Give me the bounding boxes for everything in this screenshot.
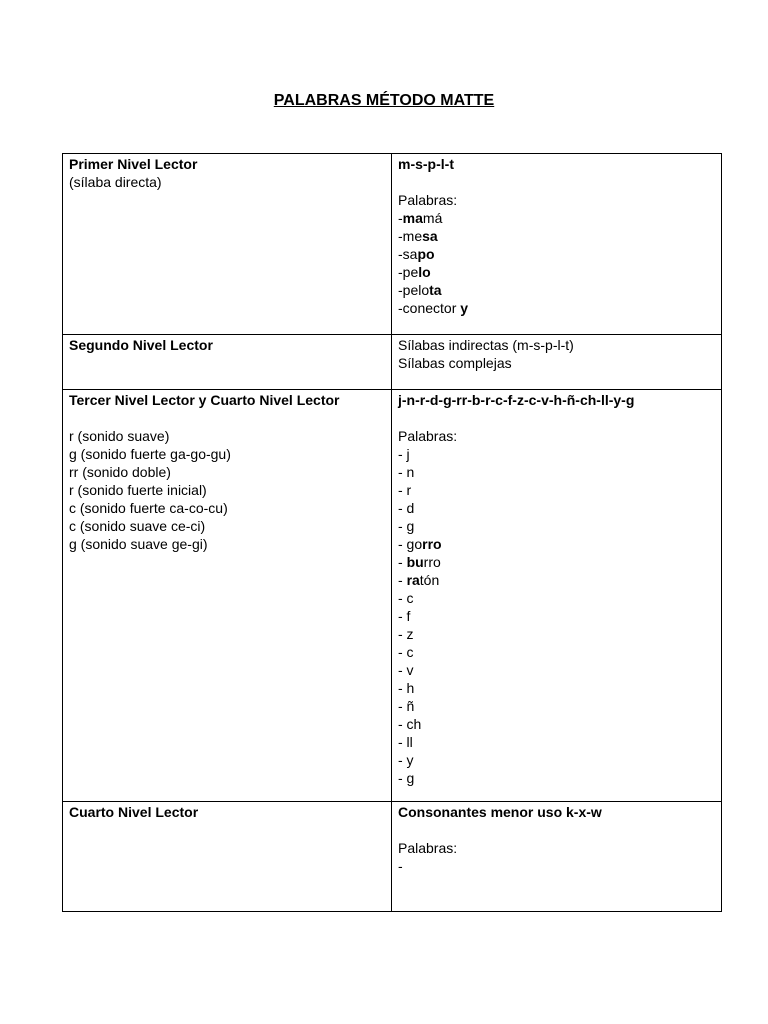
list-item: [398, 245, 715, 263]
list-item: [398, 571, 715, 589]
word-prefix: -conector: [398, 300, 461, 316]
word-prefix: - ch: [398, 716, 422, 732]
word-prefix: -: [398, 210, 403, 226]
word-bold: rro: [422, 536, 442, 552]
word-prefix: - v: [398, 662, 414, 678]
word-prefix: - n: [398, 464, 415, 480]
level-cell: [63, 335, 392, 390]
levels-table: [62, 153, 722, 912]
word-prefix: - go: [398, 536, 423, 552]
list-item: [398, 281, 715, 299]
word-bold: ma: [402, 210, 423, 226]
words-label: Palabras:: [398, 428, 458, 444]
word-prefix: - j: [398, 446, 410, 462]
word-bold: lo: [418, 264, 431, 280]
word-bold: ta: [429, 282, 442, 298]
list-item: [398, 589, 715, 607]
level-heading: Tercer Nivel Lector y Cuarto Nivel Lector: [69, 392, 340, 408]
list-item: [398, 661, 715, 679]
list-item: [398, 499, 715, 517]
word-prefix: - z: [398, 626, 414, 642]
word-prefix: - f: [398, 608, 411, 624]
word-prefix: - d: [398, 500, 415, 516]
word-bold: bu: [406, 554, 424, 570]
word-prefix: - r: [398, 482, 412, 498]
spacer: [69, 409, 385, 427]
word-suffix: rro: [423, 554, 441, 570]
list-item: [398, 697, 715, 715]
letters-heading: j-n-r-d-g-rr-b-r-c-f-z-c-v-h-ñ-ch-ll-y-g: [398, 392, 635, 408]
list-item: [398, 299, 715, 317]
list-item: [398, 751, 715, 769]
content-cell: [392, 802, 722, 912]
content-cell: [392, 154, 722, 335]
word-prefix: -sa: [398, 246, 418, 262]
list-item: [398, 733, 715, 751]
word-bold: po: [417, 246, 435, 262]
words-label: Palabras:: [398, 840, 458, 856]
sound-rule: r (sonido suave): [69, 428, 170, 444]
sound-rule: rr (sonido doble): [69, 464, 171, 480]
list-item: [398, 607, 715, 625]
level-cell: [63, 154, 392, 335]
syllable-type: Sílabas complejas: [398, 355, 512, 371]
table-row: [63, 154, 722, 335]
word-prefix: -pe: [398, 264, 419, 280]
level-heading: Cuarto Nivel Lector: [69, 804, 199, 820]
list-item: [398, 679, 715, 697]
sound-rule: r (sonido fuerte inicial): [69, 482, 207, 498]
word-bold: sa: [422, 228, 438, 244]
word-list: [398, 209, 715, 317]
word-prefix: - c: [398, 644, 414, 660]
spacer: [398, 409, 715, 427]
letters-heading: m-s-p-l-t: [398, 156, 454, 172]
level-note: (sílaba directa): [69, 174, 162, 190]
list-item: [398, 227, 715, 245]
word-list: [398, 445, 715, 787]
level-cell: [63, 390, 392, 802]
word-bold: y: [460, 300, 469, 316]
word-prefix: - h: [398, 680, 415, 696]
word-suffix: tón: [419, 572, 440, 588]
list-item: [398, 209, 715, 227]
table-row: [63, 802, 722, 912]
list-item: [398, 715, 715, 733]
word-bold: ra: [406, 572, 420, 588]
sound-rule: c (sonido suave ce-ci): [69, 518, 206, 534]
syllable-type: Sílabas indirectas (m-s-p-l-t): [398, 337, 574, 353]
word-prefix: -me: [398, 228, 423, 244]
words-label: Palabras:: [398, 192, 458, 208]
word-prefix: - g: [398, 518, 415, 534]
list-item: [398, 769, 715, 787]
word-prefix: - y: [398, 752, 414, 768]
word-prefix: - ll: [398, 734, 413, 750]
list-item: -: [398, 858, 403, 874]
table-row: [63, 335, 722, 390]
list-item: [398, 445, 715, 463]
list-item: [398, 643, 715, 661]
list-item: [398, 535, 715, 553]
content-cell: [392, 335, 722, 390]
list-item: [398, 481, 715, 499]
list-item: [398, 517, 715, 535]
word-suffix: má: [422, 210, 443, 226]
level-heading: Primer Nivel Lector: [69, 156, 198, 172]
spacer: [398, 173, 715, 191]
level-heading: Segundo Nivel Lector: [69, 337, 213, 353]
word-prefix: - ñ: [398, 698, 415, 714]
content-cell: [392, 390, 722, 802]
word-prefix: - c: [398, 590, 414, 606]
sound-rule: c (sonido fuerte ca-co-cu): [69, 500, 228, 516]
table-row: [63, 390, 722, 802]
sound-rule: g (sonido fuerte ga-go-gu): [69, 446, 231, 462]
level-cell: [63, 802, 392, 912]
list-item: [398, 553, 715, 571]
page-title: PALABRAS MÉTODO MATTE: [273, 92, 495, 109]
word-prefix: -: [398, 572, 407, 588]
word-prefix: -pelo: [398, 282, 430, 298]
letters-heading: Consonantes menor uso k-x-w: [398, 804, 602, 820]
word-prefix: - g: [398, 770, 415, 786]
list-item: [398, 263, 715, 281]
word-prefix: -: [398, 554, 407, 570]
list-item: [398, 625, 715, 643]
spacer: [398, 821, 715, 839]
sound-rule: g (sonido suave ge-gi): [69, 536, 208, 552]
list-item: [398, 463, 715, 481]
